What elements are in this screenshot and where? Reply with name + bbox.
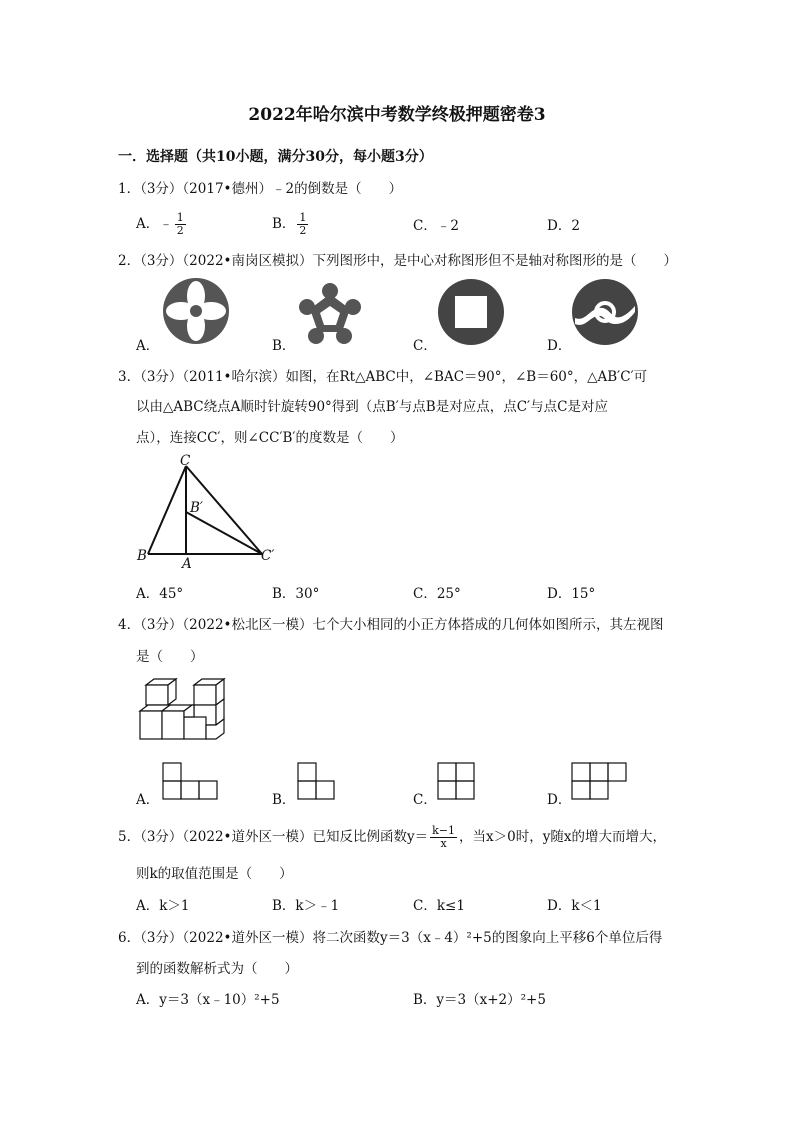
q5-text-after-fraction: ，当x＞0时，y随x的增大而增大， xyxy=(459,829,666,845)
q2-figure-d xyxy=(571,278,639,346)
q3-option-b: B．30° xyxy=(272,586,320,602)
q4-option-d-figure xyxy=(571,762,627,800)
q5-fraction-numerator: k−1 xyxy=(432,824,456,837)
q4-option-b: B． xyxy=(272,792,296,808)
q1-a-numerator: 1 xyxy=(176,211,184,224)
q3-triangle-figure xyxy=(140,456,280,566)
question-3-line-2: 以由△ABC绕点A顺时针旋转90°得到（点B′与点B是对应点，点C′与点C是对应 xyxy=(136,399,608,415)
q1-b-denominator: 2 xyxy=(299,224,307,237)
q5-option-b: B．k＞﹣1 xyxy=(272,898,340,914)
q1-option-b-fraction xyxy=(297,212,308,237)
q2-figure-b xyxy=(297,282,363,346)
label-a: A xyxy=(182,556,192,572)
q4-option-a-figure xyxy=(162,762,218,800)
q3-option-c: C．25° xyxy=(413,586,461,602)
page-title: 2022年哈尔滨中考数学终极押题密卷3 xyxy=(248,105,546,125)
q5-option-a: A．k＞1 xyxy=(136,898,190,914)
question-6-line-1: 6．（3分）（2022•道外区一模）将二次函数y＝3（x﹣4）²+5的图象向上平移6个单位后得 xyxy=(118,930,663,946)
question-4-line-2: 是（ ） xyxy=(136,649,204,665)
q1-option-d: D．2 xyxy=(547,218,580,234)
label-b-prime: B′ xyxy=(190,500,203,516)
q1-option-a xyxy=(136,212,188,237)
q5-text-before-fraction: 5．（3分）（2022•道外区一模）已知反比例函数y＝ xyxy=(118,829,429,845)
q5-option-c: C．k≤1 xyxy=(413,898,465,914)
q1-option-a-sign: ﹣ xyxy=(159,216,173,232)
q4-option-c: C． xyxy=(413,792,437,808)
question-4-line-1: 4．（3分）（2022•松北区一模）七个大小相同的小正方体搭成的几何体如图所示，其左视图 xyxy=(118,617,664,633)
label-c-prime: C′ xyxy=(261,548,275,564)
section-heading: 一．选择题（共10小题，满分30分，每小题3分） xyxy=(118,149,433,165)
q4-option-c-figure xyxy=(437,762,475,800)
q5-fraction xyxy=(430,825,457,850)
q4-option-b-figure xyxy=(297,762,335,800)
q6-option-b: B．y＝3（x+2）²+5 xyxy=(413,992,546,1008)
q1-option-c: C．﹣2 xyxy=(413,218,459,234)
q2-figure-c xyxy=(437,278,505,346)
question-2-stem: 2．（3分）（2022•南岗区模拟）下列图形中，是中心对称图形但不是轴对称图形的是（ ） xyxy=(118,253,677,269)
question-5-line-2: 则k的取值范围是（ ） xyxy=(136,866,293,882)
q3-option-d: D．15° xyxy=(547,586,596,602)
q2-option-b: B． xyxy=(272,338,296,354)
question-1-stem: 1．（3分）（2017•德州）﹣2的倒数是（ ） xyxy=(118,181,403,197)
q1-option-b-prefix: B． xyxy=(272,216,296,232)
question-3-line-1: 3．（3分）（2011•哈尔滨）如图，在Rt△ABC中，∠BAC＝90°，∠B＝60°，△AB′C′可 xyxy=(118,369,648,385)
q2-option-a: A． xyxy=(136,338,160,354)
q4-cube-stack-figure xyxy=(138,677,230,743)
q4-option-a: A． xyxy=(136,792,160,808)
label-b: B xyxy=(137,548,147,564)
label-c: C xyxy=(180,453,191,469)
q3-option-a: A．45° xyxy=(136,586,184,602)
q2-option-d: D． xyxy=(547,338,572,354)
q2-option-c: C． xyxy=(413,338,437,354)
q1-option-a-fraction xyxy=(175,212,186,237)
q1-a-denominator: 2 xyxy=(176,224,184,237)
question-3-line-3: 点），连接CC′，则∠CC′B′的度数是（ ） xyxy=(136,430,404,446)
q1-option-a-prefix: A． xyxy=(136,216,160,232)
q6-option-a: A．y＝3（x﹣10）²+5 xyxy=(136,992,280,1008)
question-6-line-2: 到的函数解析式为（ ） xyxy=(136,961,298,977)
q1-b-numerator: 1 xyxy=(299,211,307,224)
q4-option-d: D． xyxy=(547,792,572,808)
q5-fraction-denominator: x xyxy=(440,837,447,850)
question-5-line-1 xyxy=(118,825,666,850)
q5-option-d: D．k＜1 xyxy=(547,898,602,914)
q1-option-b xyxy=(272,212,310,237)
q2-figure-a xyxy=(162,277,230,345)
